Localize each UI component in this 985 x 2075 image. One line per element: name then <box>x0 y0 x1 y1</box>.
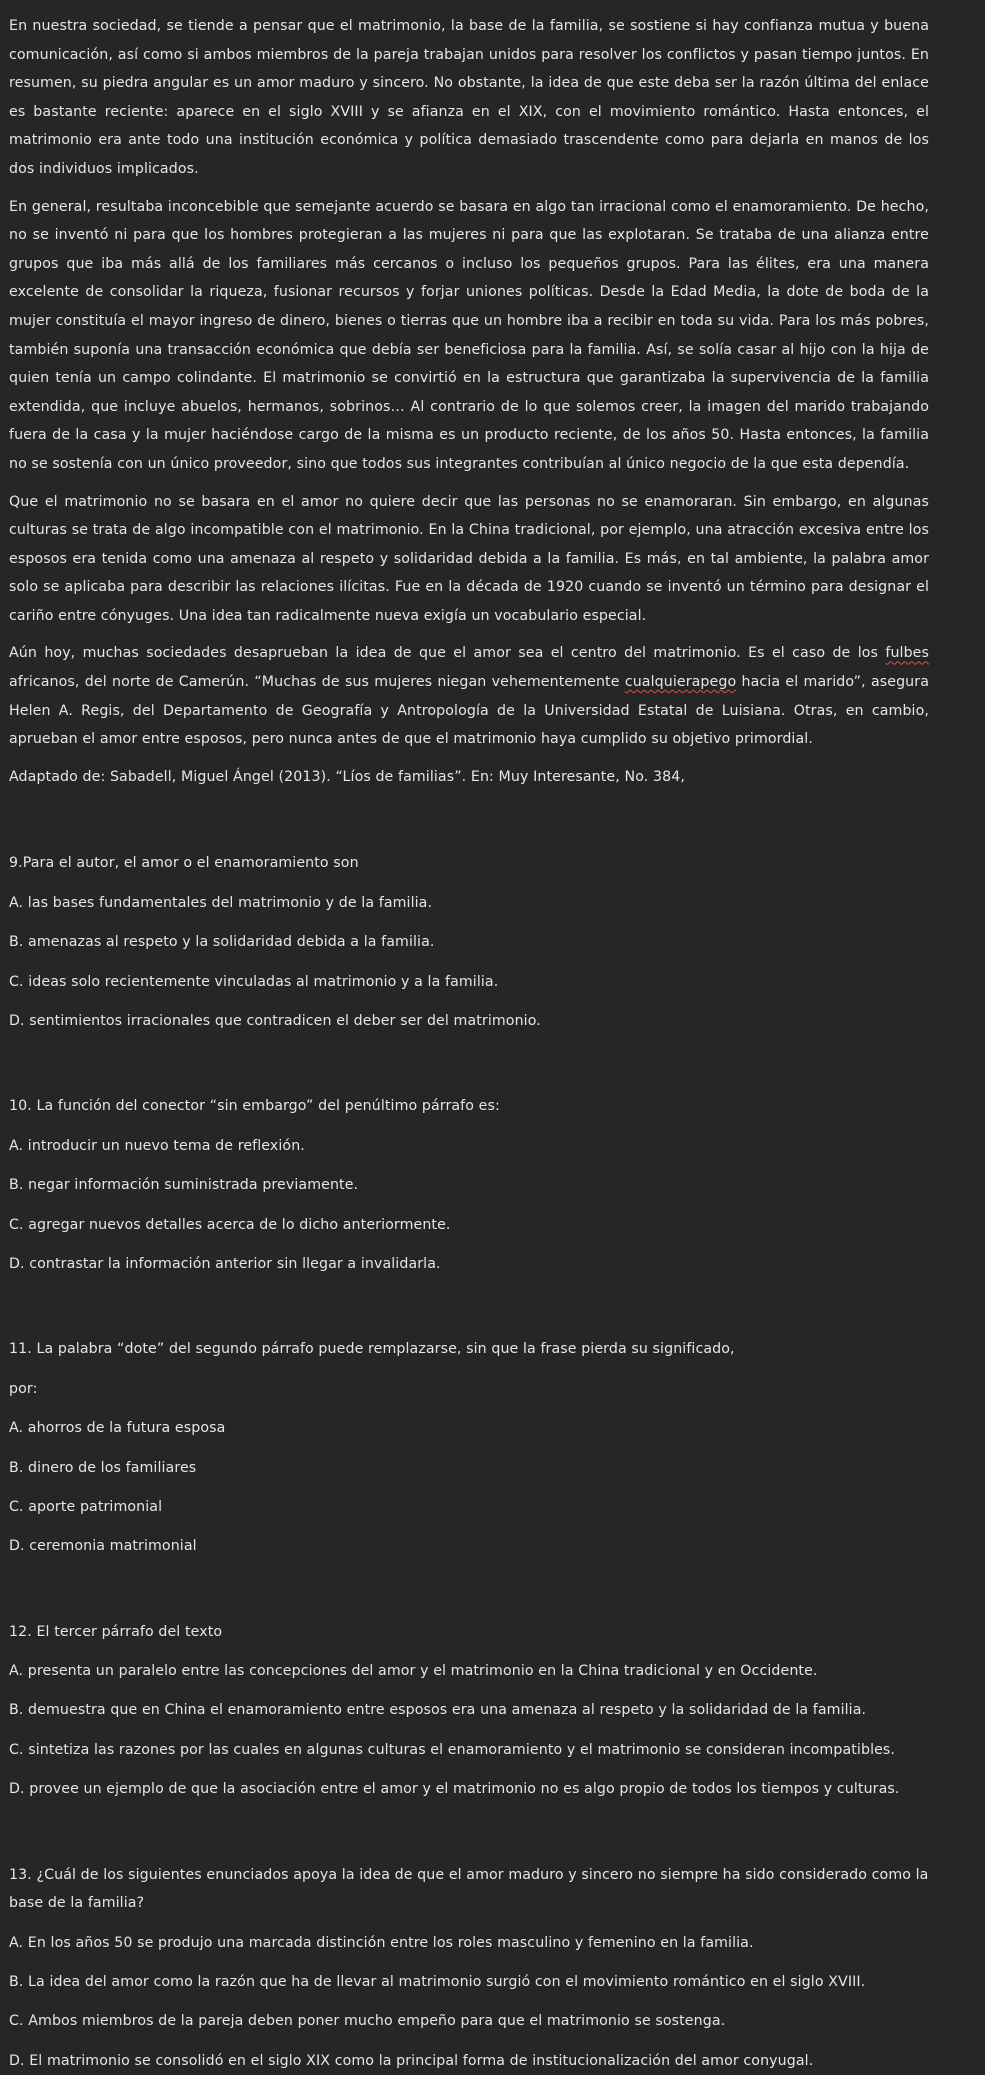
source-citation: Adaptado de: Sabadell, Miguel Ángel (2013). “Líos de familias”. En: Muy Interesante, No. 384, <box>9 768 685 785</box>
misspelled-word-cualquierapego[interactable]: cualquierapego <box>624 674 737 691</box>
paragraph-4-text-a: Aún hoy, muchas sociedades desaprueban la idea de que el amor sea el centro del matrimonio. Es el caso de los <box>9 645 886 662</box>
paragraph-1: En nuestra sociedad, se tiende a pensar que el matrimonio, la base de la familia, se sostiene si hay confianza mutua y buena comunicación, así como si ambos miembros de la pareja trabajan unidos para resolver los conflictos y pasan tiempo juntos. En resumen, su piedra angular es un amor maduro y sincero. No obstante, la idea de que este deba ser la razón última del enlace es bastante reciente: aparece en el siglo XVIII y se afianza en el XIX, con el movimiento romántico. Hasta entonces, el matrimonio era ante todo una institución económica y política demasiado trascendente como para dejarla en manos de los dos individuos implicados. <box>9 18 929 177</box>
option-a: A. ahorros de la futura esposa <box>9 1420 226 1437</box>
question-stem: 12. El tercer párrafo del texto <box>9 1623 223 1640</box>
option-b: B. La idea del amor como la razón que ha de llevar al matrimonio surgió con el movimiento romántico en el siglo XVIII. <box>9 1974 866 1991</box>
paragraph-4-text-c: hacia el marido”, asegura Helen A. Regis, del Departamento de Geografía y Antropología de la Universidad Estatal de Luisiana. Otras, en cambio, aprueban el amor entre esposos, pero nunca antes de que el matrimonio haya cumplido su objetivo primordial. <box>9 674 929 748</box>
option-a: A. En los años 50 se produjo una marcada distinción entre los roles masculino y femenino en la familia. <box>9 1934 754 1951</box>
question-11 <box>9 1335 929 1561</box>
option-c: C. sintetiza las razones por las cuales en algunas culturas el enamoramiento y el matrimonio se consideran incompatibles. <box>9 1741 896 1758</box>
option-d: D. ceremonia matrimonial <box>9 1538 197 1555</box>
misspelled-word-fulbes[interactable]: fulbes <box>885 645 929 662</box>
paragraph-3: Que el matrimonio no se basara en el amor no quiere decir que las personas no se enamoraran. Sin embargo, en algunas culturas se trata de algo incompatible con el matrimonio. En la China tradicional, por ejemplo, una atracción excesiva entre los esposos era tenida como una amenaza al respeto y solidaridad debida a la familia. Es más, en tal ambiente, la palabra amor solo se aplicaba para describir las relaciones ilícitas. Fue en la década de 1920 cuando se inventó un término para designar el cariño entre cónyuges. Una idea tan radicalmente nueva exigía un vocabulario especial. <box>9 493 929 624</box>
option-b: B. negar información suministrada previamente. <box>9 1177 359 1194</box>
question-stem: 10. La función del conector “sin embargo” del penúltimo párrafo es: <box>9 1098 500 1115</box>
question-stem: 13. ¿Cuál de los siguientes enunciados apoya la idea de que el amor maduro y sincero no siempre ha sido considerado como la base de la familia? <box>9 1866 929 1912</box>
question-10 <box>9 1092 929 1278</box>
option-d: D. contrastar la información anterior sin llegar a invalidarla. <box>9 1255 441 1272</box>
option-c: C. ideas solo recientemente vinculadas al matrimonio y a la familia. <box>9 973 499 990</box>
question-12 <box>9 1618 929 1804</box>
paragraph-4-text-b: africanos, del norte de Camerún. “Muchas de sus mujeres niegan vehementemente <box>9 674 625 691</box>
question-stem-continuation: por: <box>9 1380 38 1397</box>
option-b: B. demuestra que en China el enamoramiento entre esposos era una amenaza al respeto y la solidaridad de la familia. <box>9 1702 867 1719</box>
option-c: C. agregar nuevos detalles acerca de lo dicho anteriormente. <box>9 1216 451 1233</box>
option-d: D. provee un ejemplo de que la asociación entre el amor y el matrimonio no es algo propio de todos los tiempos y culturas. <box>9 1781 900 1798</box>
option-b: B. dinero de los familiares <box>9 1459 197 1476</box>
paragraph-4 <box>9 639 929 753</box>
question-stem: 9.Para el autor, el amor o el enamoramiento son <box>9 855 359 872</box>
option-a: A. introducir un nuevo tema de reflexión. <box>9 1137 305 1154</box>
option-c: C. Ambos miembros de la pareja deben poner mucho empeño para que el matrimonio se sostenga. <box>9 2013 726 2030</box>
option-d: D. sentimientos irracionales que contradicen el deber ser del matrimonio. <box>9 1013 541 1029</box>
option-a: A. las bases fundamentales del matrimonio y de la familia. <box>9 894 433 911</box>
option-d: D. El matrimonio se consolidó en el siglo XIX como la principal forma de institucionalización del amor conyugal. <box>9 2052 814 2069</box>
option-b: B. amenazas al respeto y la solidaridad debida a la familia. <box>9 934 435 951</box>
question-9 <box>9 849 929 1035</box>
question-13 <box>9 1861 929 2075</box>
paragraph-2: En general, resultaba inconcebible que semejante acuerdo se basara en algo tan irracional como el enamoramiento. De hecho, no se inventó ni para que los hombres protegieran a las mujeres ni para que las explotaran. Se trataba de una alianza entre grupos que iba más allá de los familiares más cercanos o incluso los pequeños grupos. Para las élites, era una manera excelente de consolidar la riqueza, fusionar recursos y forjar uniones políticas. Desde la Edad Media, la dote de boda de la mujer constituía el mayor ingreso de dinero, bienes o tierras que un hombre iba a recibir en toda su vida. Para los más pobres, también suponía una transacción económica que debía ser beneficiosa para la familia. Así, se solía casar al hijo con la hija de quien tenía un campo colindante. El matrimonio se convirtió en la estructura que garantizaba la supervivencia de la familia extendida, que incluye abuelos, hermanos, sobrinos… Al contrario de lo que solemos creer, la imagen del marido trabajando fuera de la casa y la mujer haciéndose cargo de la misma es un producto reciente, de los años 50. Hasta entonces, la familia no se sostenía con un único proveedor, sino que todos sus integrantes contribuían al único negocio de la que esta dependía. <box>9 198 929 472</box>
option-a: A. presenta un paralelo entre las concepciones del amor y el matrimonio en la China tradicional y en Occidente. <box>9 1663 818 1680</box>
option-c: C. aporte patrimonial <box>9 1498 163 1515</box>
question-stem: 11. La palabra “dote” del segundo párrafo puede remplazarse, sin que la frase pierda su significado, <box>9 1341 735 1358</box>
